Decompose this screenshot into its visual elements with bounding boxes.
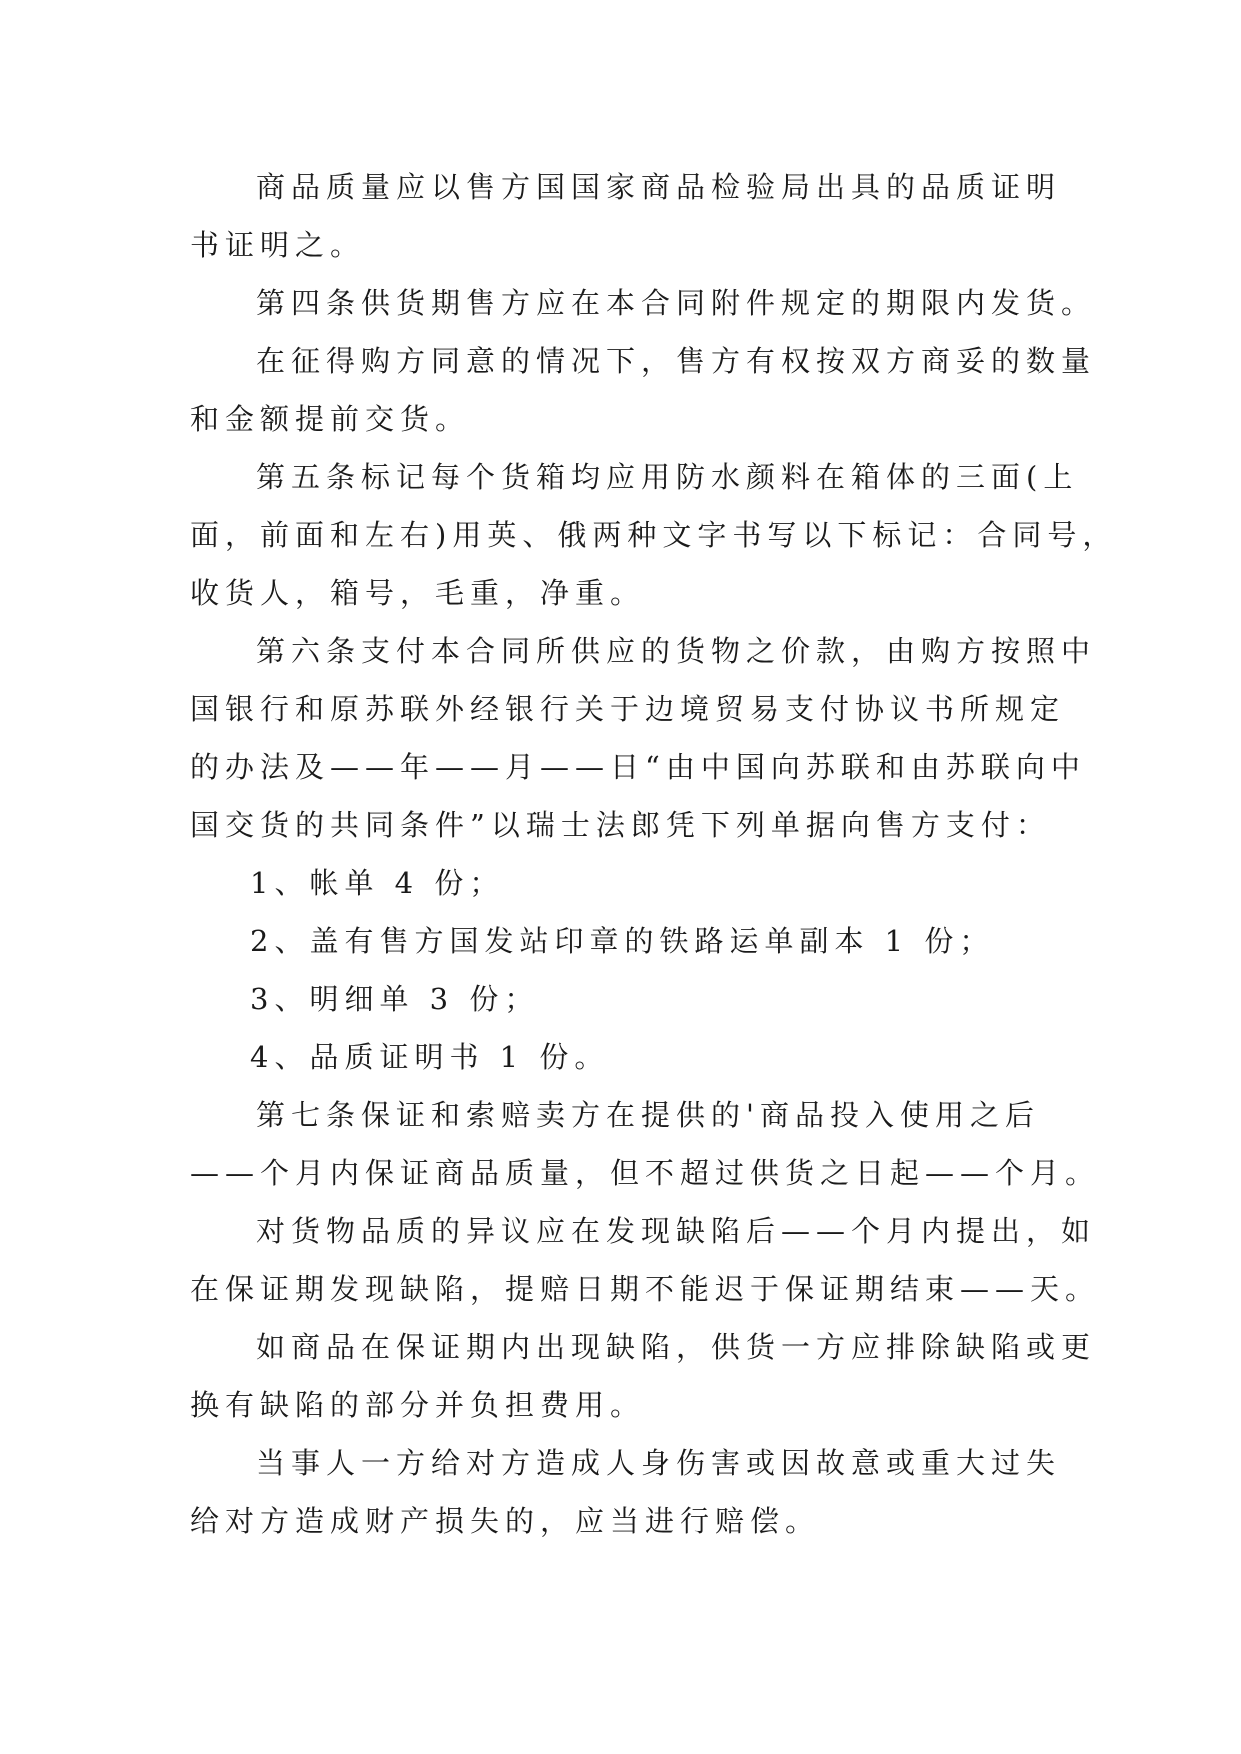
text-line: 第四条供货期售方应在本合同附件规定的期限内发货。 — [256, 286, 1097, 320]
text-line: 在保证期发现缺陷，提赔日期不能迟于保证期结束——天。 — [190, 1272, 1101, 1306]
text-line: 换有缺陷的部分并负担费用。 — [190, 1388, 646, 1422]
list-item-packing-list — [190, 970, 1070, 1028]
text-line: 第五条标记每个货箱均应用防水颜料在箱体的三面(上 — [256, 460, 1079, 494]
text-line: 如商品在保证期内出现缺陷，供货一方应排除缺陷或更 — [256, 1330, 1097, 1364]
text-line: 商品质量应以售方国国家商品检验局出具的品质证明 — [256, 170, 1062, 204]
paragraph-quality-objection — [190, 1202, 1101, 1318]
text-line: 2、盖有售方国发站印章的铁路运单副本 1 份； — [250, 924, 995, 958]
document-body — [190, 158, 1118, 1550]
text-line: 4、品质证明书 1 份。 — [250, 1040, 610, 1074]
list-item-quality-certificate — [190, 1028, 1070, 1086]
text-line: 的办法及——年——月——日“由中国向苏联和由苏联向中 — [190, 750, 1086, 784]
text-line: 给对方造成财产损失的，应当进行赔偿。 — [190, 1504, 821, 1538]
paragraph-defect-remedy — [190, 1318, 1097, 1434]
text-line: 对货物品质的异议应在发现缺陷后——个月内提出，如 — [256, 1214, 1097, 1248]
paragraph-early-delivery — [190, 332, 1097, 448]
text-line: ——个月内保证商品质量，但不超过供货之日起——个月。 — [190, 1156, 1101, 1190]
text-line: 1、帐单 4 份； — [250, 866, 505, 900]
text-line: 书证明之。 — [190, 228, 366, 262]
text-line: 第七条保证和索赔卖方在提供的'商品投入使用之后 — [256, 1098, 1040, 1132]
paragraph-article-4-delivery-period — [190, 274, 1097, 332]
list-item-invoice — [190, 854, 1070, 912]
text-line: 收货人，箱号，毛重，净重。 — [190, 576, 646, 610]
text-line: 3、明细单 3 份； — [250, 982, 540, 1016]
text-line: 在征得购方同意的情况下，售方有权按双方商妥的数量 — [256, 344, 1097, 378]
text-line: 国银行和原苏联外经银行关于边境贸易支付协议书所规定 — [190, 692, 1066, 726]
paragraph-quality-certificate — [190, 158, 1070, 274]
paragraph-compensation — [190, 1434, 1070, 1550]
text-line: 当事人一方给对方造成人身伤害或因故意或重大过失 — [256, 1446, 1062, 1480]
text-line: 第六条支付本合同所供应的货物之价款，由购方按照中 — [256, 634, 1097, 668]
text-line: 和金额提前交货。 — [190, 402, 471, 436]
paragraph-article-7-warranty — [190, 1086, 1101, 1202]
list-item-railway-waybill — [190, 912, 1070, 970]
paragraph-article-6-payment — [190, 622, 1097, 854]
text-line: 面，前面和左右)用英、俄两种文字书写以下标记：合同号， — [190, 518, 1118, 552]
text-line: 国交货的共同条件”以瑞士法郎凭下列单据向售方支付： — [190, 808, 1051, 842]
paragraph-article-5-marking — [190, 448, 1118, 622]
